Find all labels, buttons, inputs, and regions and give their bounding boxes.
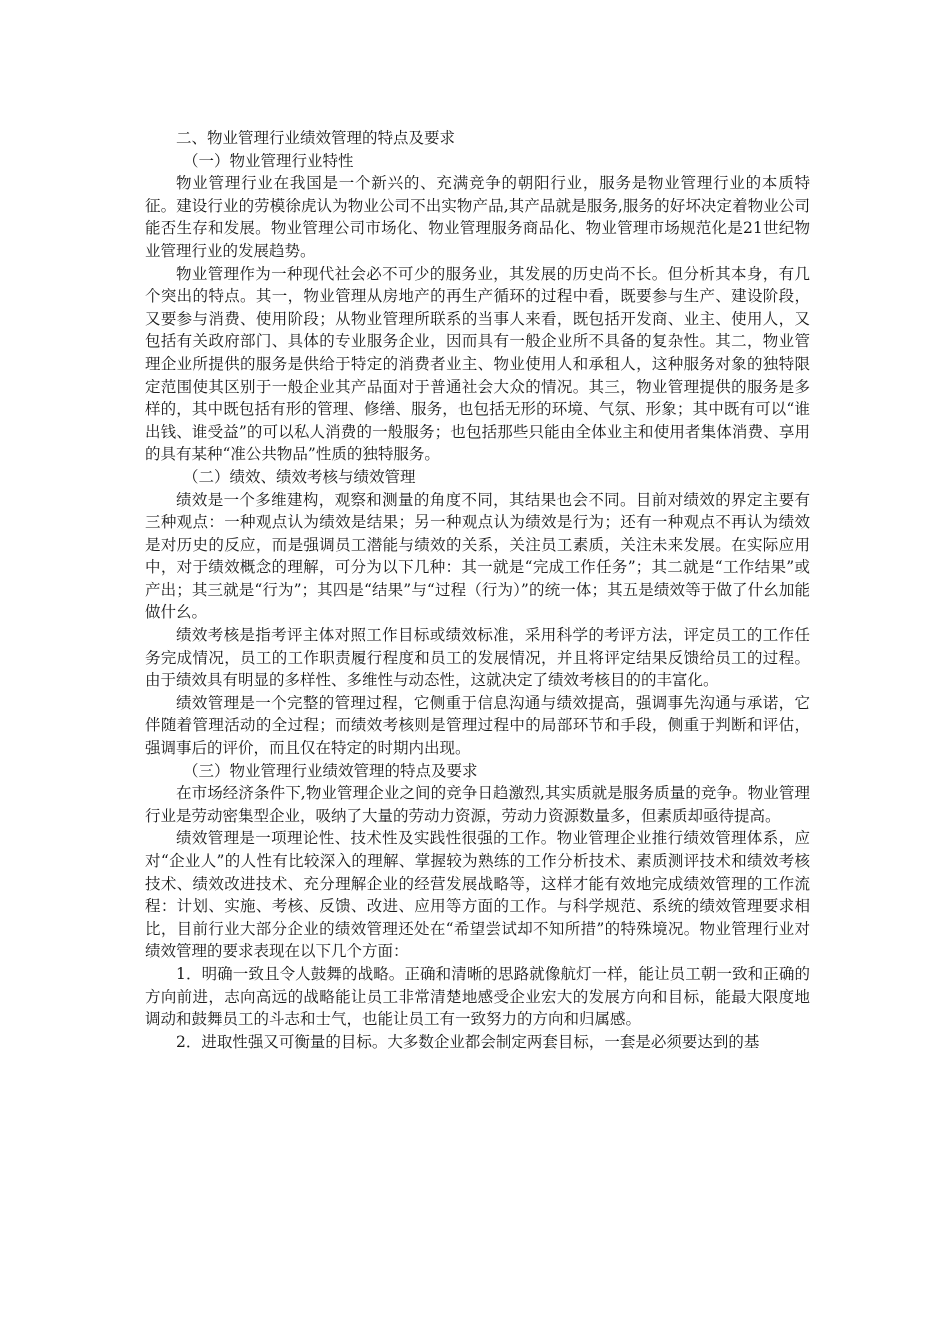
list-item-2: 2．进取性强又可衡量的目标。大多数企业都会制定两套目标，一套是必须要达到的基 bbox=[176, 1032, 760, 1051]
paragraph: 物业管理行业在我国是一个新兴的、充满竞争的朝阳行业，服务是物业管理行业的本质特征。建设行业的劳模徐虎认为物业公司不出实物产品,其产品就是服务,服务的好坏决定着物业公司能否生存和发展。物业管理公司市场化、物业管理服务商品化、物业管理市场规范化是21世纪物业管理行业的发展趋势。 bbox=[145, 174, 810, 260]
section-title: 二、物业管理行业绩效管理的特点及要求 bbox=[176, 129, 456, 147]
document-page bbox=[145, 127, 810, 1053]
list-item-1: 1．明确一致且令人鼓舞的战略。正确和清晰的思路就像航灯一样，能让员工朝一致和正确的方向前进，志向高远的战略能让员工非常清楚地感受企业宏大的发展方向和目标，能最大限度地调动和鼓舞员工的斗志和士气，也能让员工有一致努力的方向和归属感。 bbox=[145, 964, 810, 1029]
subsection-title-3: （三）物业管理行业绩效管理的特点及要求 bbox=[183, 761, 478, 780]
paragraph: 在市场经济条件下,物业管理企业之间的竞争日趋激烈,其实质就是服务质量的竞争。物业管理行业是劳动密集型企业，吸纳了大量的劳动力资源，劳动力资源数量多，但素质却亟待提高。 bbox=[145, 784, 810, 825]
subsection-title-2: （二）绩效、绩效考核与绩效管理 bbox=[183, 467, 416, 486]
paragraph: 绩效管理是一项理论性、技术性及实践性很强的工作。物业管理企业推行绩效管理体系，应对“企业人”的人性有比较深入的理解、掌握较为熟练的工作分析技术、素质测评技术和绩效考核技术、绩效改进技术、充分理解企业的经营发展战略等，这样才能有效地完成绩效管理的工作流程：计划、实施、考核、反馈、改进、应用等方面的工作。与科学规范、系统的绩效管理要求相比，目前行业大部分企业的绩效管理还处在“希望尝试却不知所措”的特殊境况。物业管理行业对绩效管理的要求表现在以下几个方面： bbox=[145, 829, 810, 961]
paragraph: 绩效考核是指考评主体对照工作目标或绩效标准，采用科学的考评方法，评定员工的工作任务完成情况，员工的工作职责履行程度和员工的发展情况，并且将评定结果反馈给员工的过程。由于绩效具有明显的多样性、多维性与动态性，这就决定了绩效考核目的的丰富化。 bbox=[145, 626, 810, 690]
paragraph: 物业管理作为一种现代社会必不可少的服务业，其发展的历史尚不长。但分析其本身，有几个突出的特点。其一，物业管理从房地产的再生产循环的过程中看，既要参与生产、建设阶段，又要参与消费、使用阶段；从物业管理所联系的当事人来看，既包括开发商、业主、使用人，又包括有关政府部门、具体的专业服务企业，因而具有一般企业所不具备的复杂性。其二，物业管理企业所提供的服务是供给于特定的消费者业主、物业使用人和承租人，这种服务对象的独特限定范围使其区别于一般企业其产品面对于普通社会大众的情况。其三，物业管理提供的服务是多样的，其中既包括有形的管理、修缮、服务，也包括无形的环境、气氛、形象；其中既有可以“谁出钱、谁受益”的可以私人消费的一般服务；也包括那些只能由全体业主和使用者集体消费、享用的具有某种“准公共物品”性质的独特服务。 bbox=[145, 264, 810, 464]
paragraph: 绩效是一个多维建构，观察和测量的角度不同，其结果也会不同。目前对绩效的界定主要有三种观点：一种观点认为绩效是结果；另一种观点认为绩效是行为；还有一种观点不再认为绩效是对历史的反应，而是强调员工潜能与绩效的关系，关注员工素质，关注未来发展。在实际应用中，对于绩效概念的理解，可分为以下几种：其一就是“完成工作任务”；其二就是“工作结果”或产出；其三就是“行为”；其四是“结果”与“过程（行为）”的统一体；其五是绩效等于做了什幺加能做什幺。 bbox=[145, 490, 810, 622]
paragraph: 绩效管理是一个完整的管理过程，它侧重于信息沟通与绩效提高，强调事先沟通与承诺，它伴随着管理活动的全过程；而绩效考核则是管理过程中的局部环节和手段，侧重于判断和评估，强调事后的评价，而且仅在特定的时期内出现。 bbox=[145, 693, 810, 758]
subsection-title-1: （一）物业管理行业特性 bbox=[183, 151, 354, 170]
